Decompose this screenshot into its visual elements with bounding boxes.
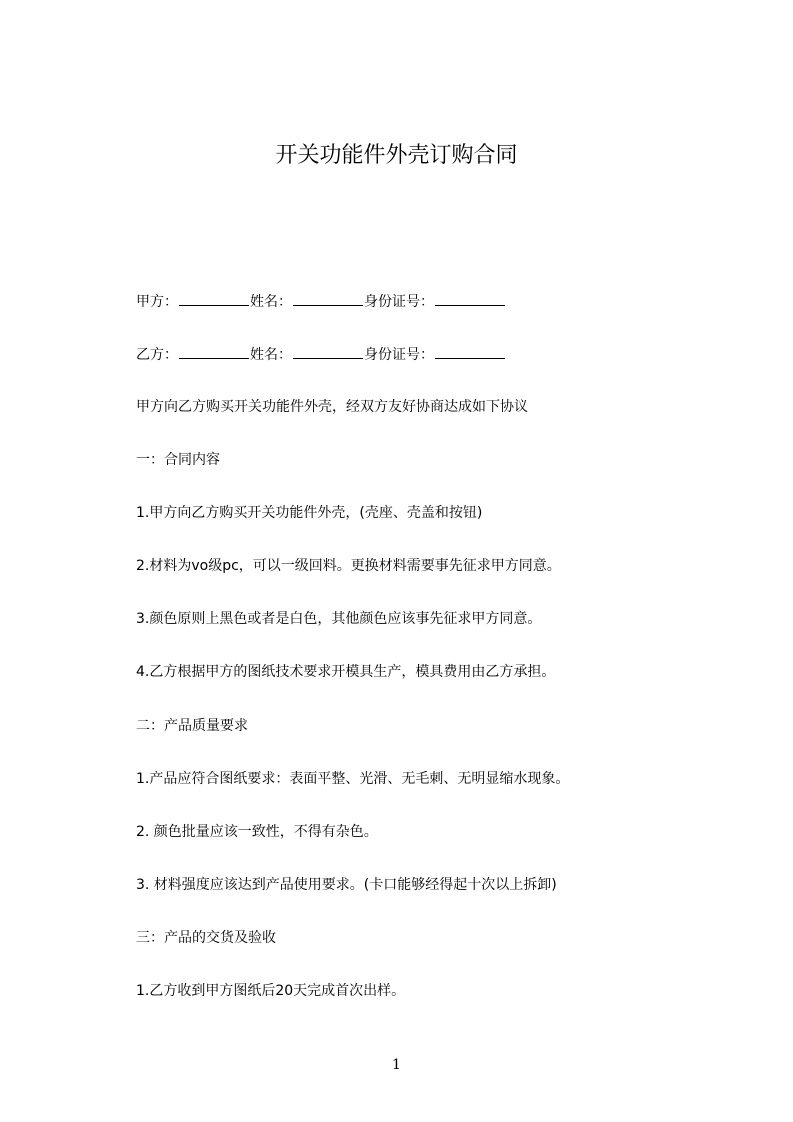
section-heading: 三：产品的交货及验收: [136, 930, 276, 946]
clause: 1.乙方收到甲方图纸后20天完成首次出样。: [136, 983, 406, 999]
party-b-blank: [179, 344, 249, 359]
clause: 1.甲方向乙方购买开关功能件外壳，(壳座、壳盖和按钮): [136, 505, 483, 521]
clause: 2.材料为vo级pc，可以一级回料。更换材料需要事先征求甲方同意。: [136, 558, 561, 574]
page-number: 1: [392, 1057, 401, 1073]
clause: 2. 颜色批量应该一致性，不得有杂色。: [136, 824, 378, 840]
party-a-label: 甲方：: [136, 294, 178, 310]
party-b-label: 乙方：: [136, 347, 178, 363]
party-b-line: [136, 344, 506, 365]
party-a-line: [136, 291, 506, 312]
party-a-name-blank: [293, 291, 363, 306]
intro-paragraph: 甲方向乙方购买开关功能件外壳，经双方友好协商达成如下协议: [136, 399, 528, 415]
section-heading: 二：产品质量要求: [136, 718, 248, 734]
party-a-name-label: 姓名：: [250, 294, 292, 310]
party-b-id-blank: [435, 344, 505, 359]
party-b-name-blank: [293, 344, 363, 359]
clause: 1.产品应符合图纸要求：表面平整、光滑、无毛刺、无明显缩水现象。: [136, 771, 570, 787]
party-b-name-label: 姓名：: [250, 347, 292, 363]
party-a-id-blank: [435, 291, 505, 306]
document-title: 开关功能件外壳订购合同: [275, 143, 518, 168]
clause: 3.颜色原则上黑色或者是白色，其他颜色应该事先征求甲方同意。: [136, 611, 542, 627]
party-a-id-label: 身份证号：: [364, 294, 434, 310]
clause: 4.乙方根据甲方的图纸技术要求开模具生产，模具费用由乙方承担。: [136, 664, 556, 680]
clause: 3. 材料强度应该达到产品使用要求。(卡口能够经得起十次以上拆卸): [136, 877, 557, 893]
party-a-blank: [179, 291, 249, 306]
party-b-id-label: 身份证号：: [364, 347, 434, 363]
section-heading: 一：合同内容: [136, 452, 220, 468]
